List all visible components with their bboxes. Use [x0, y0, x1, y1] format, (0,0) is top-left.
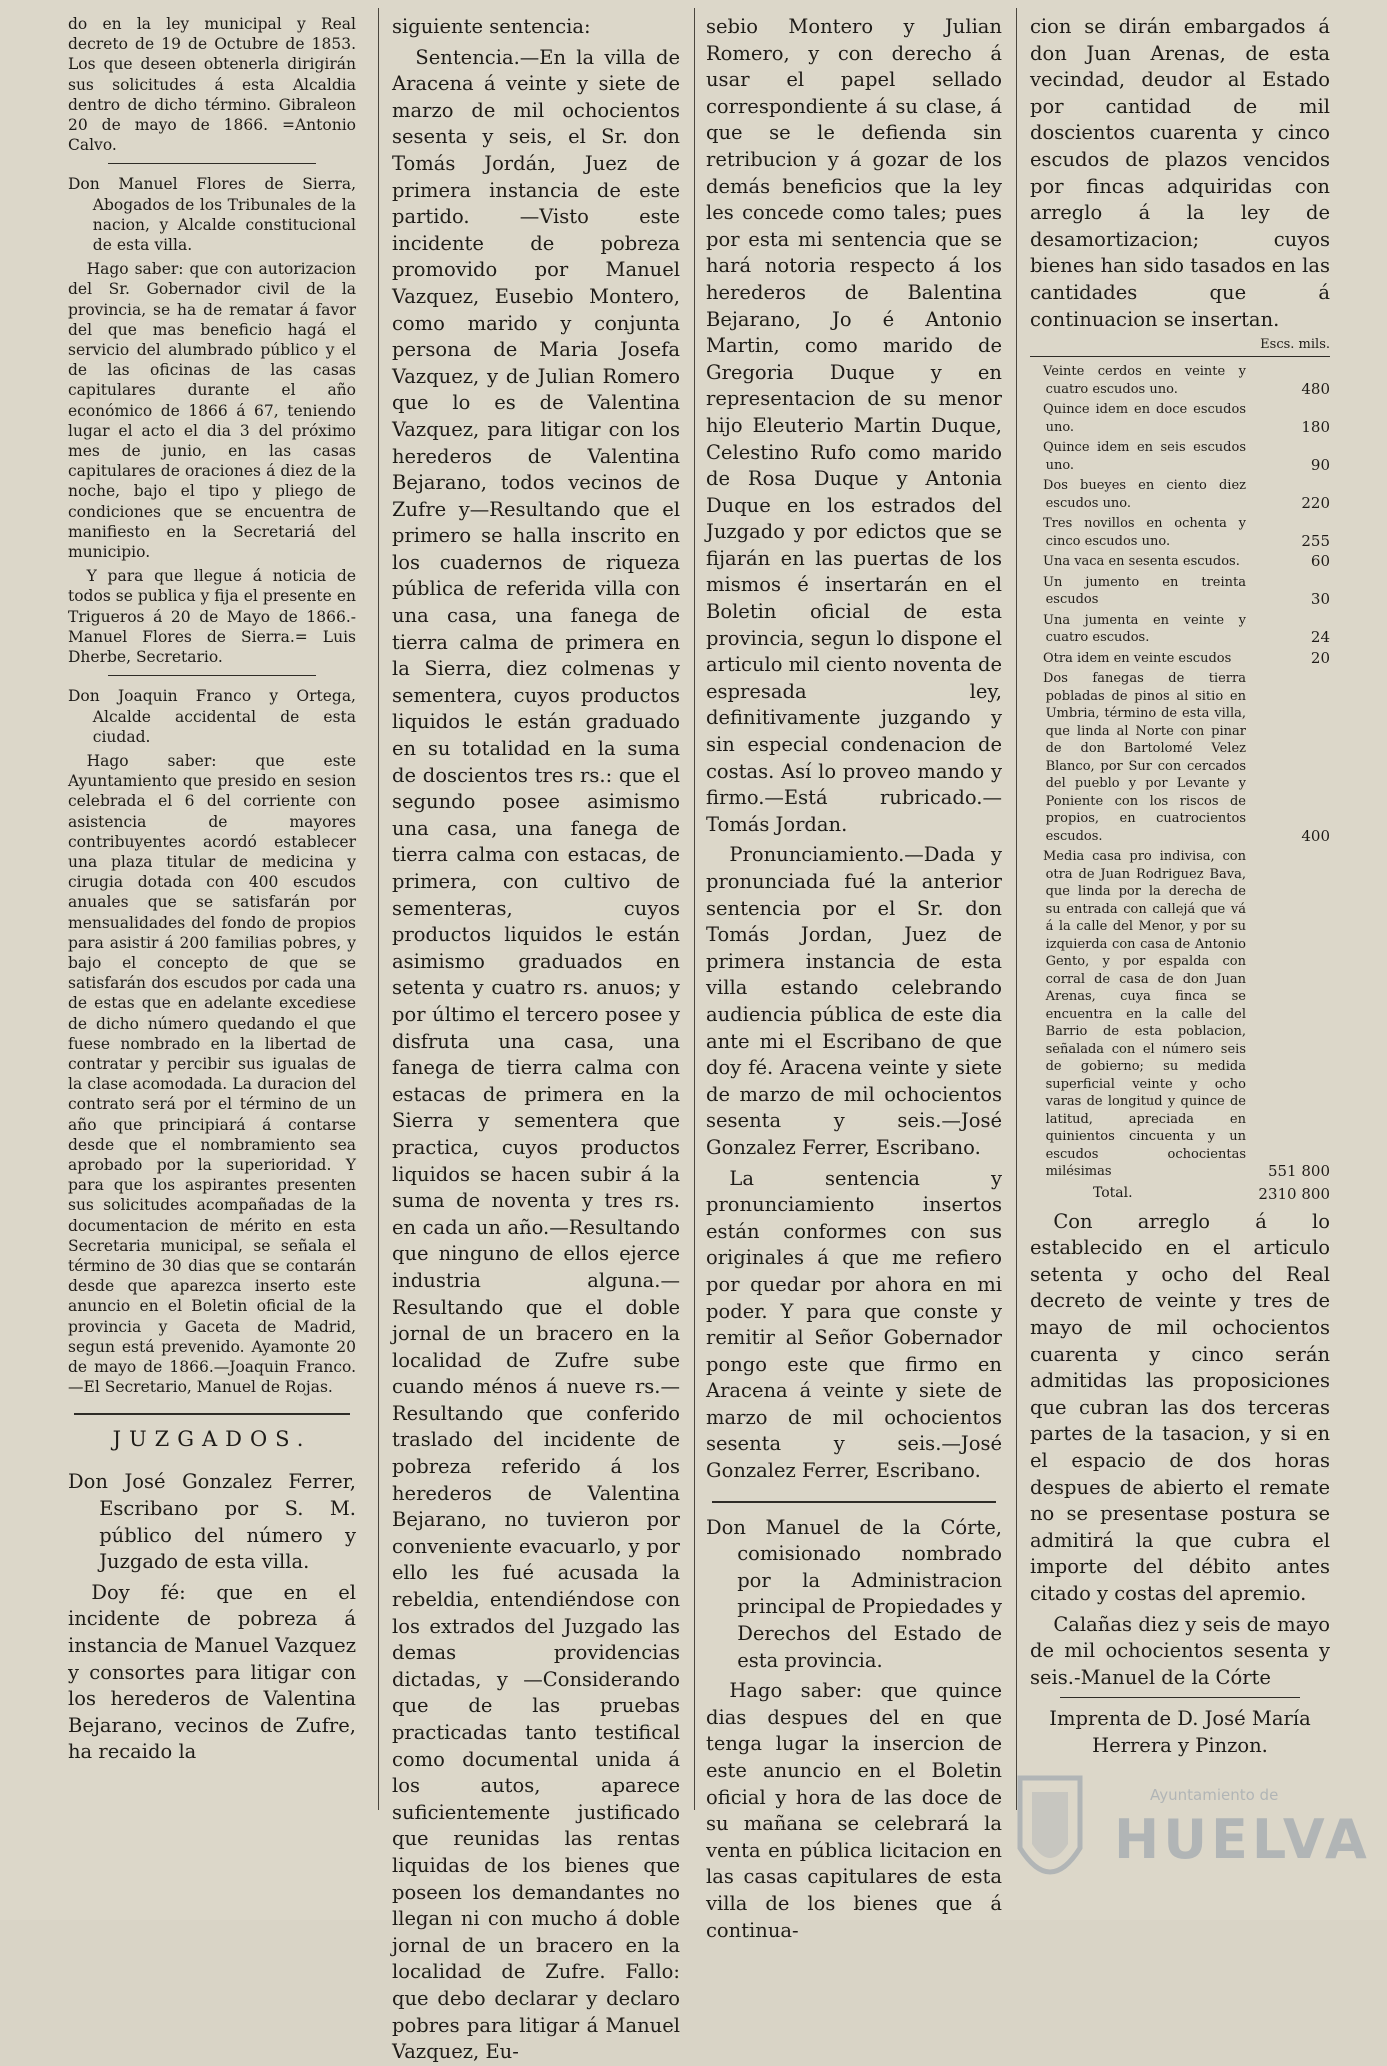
notice-calanas-continuation: cion se dirán embargados á don Juan Arenas, de esta vecindad, deudor al Estado por cantidad de mil doscientos cuarenta y cinco escudos de plazos vencidos por fincas adquiridas con arreglo á la ley de desamortizacion; cuyos bienes han sido tasados en las cantidades que á continuacion se insertan.: [1030, 15, 1330, 331]
inventory-item-amount: 220: [1301, 493, 1330, 512]
inventory-item-amount: 20: [1310, 648, 1330, 667]
separator: [74, 1413, 350, 1415]
notice-trigueros-closing: Y para que llegue á noticia de todos se publica y fija el presente en Trigueros á 20 de Mayo de 1866.-Manuel Flores de Sierra.= Luis Dherbe, Secretario.: [68, 567, 356, 667]
inventory-item-description: Veinte cerdos en veinte y cuatro escudos uno.: [1043, 364, 1246, 397]
column-3: [706, 14, 1002, 1942]
inventory-item-description: Tres novillos en ochenta y cinco escudos uno.: [1043, 516, 1246, 549]
coat-of-arms-icon: [1010, 1768, 1090, 1898]
inventory-item-description: Dos bueyes en ciento diez escudos uno.: [1043, 478, 1246, 511]
inventory-list: [1030, 363, 1330, 1181]
sentence-intro: siguiente sentencia:: [392, 15, 591, 38]
notice-juzgado-heading: Don José Gonzalez Ferrer, Escribano por S. M. público del número y Juzgado de esta villa.: [68, 1470, 356, 1574]
inventory-rule: [1030, 356, 1330, 357]
printer-imprint: Imprenta de D. José María Herrera y Pinzon.: [1049, 1707, 1311, 1757]
sentence-text: Sentencia.—En la villa de Aracena á veinte y siete de marzo de mil ochocientos sesenta y seis, el Sr. don Tomás Jordán, Juez de primera instancia de este partido. —Visto este incidente de pobreza promovido por Manuel Vazquez, Eusebio Montero, como marido y conjunta persona de Maria Josefa Vazquez, y de Julian Romero que lo es de Valentina Vazquez, para litigar con los herederos de Valentina Bejarano, todos vecinos de Zufre y—Resultando que el primero se halla inscrito en los cuadernos de riqueza pública de referida villa con una casa, una fanega de tierra calma de primera en la Sierra, diez colmenas y sementera, cuyos productos liquidos le están graduado en su totalidad en la suma de doscientos tres rs.: que el segundo posee asimismo una casa, una fanega de tierra calma con estacas, de primera, con cultivo de sementeras, cuyos productos liquidos le están asimismo graduados en setenta y cuatro rs. anuos; y por último el tercero posee y disfruta una casa, una fanega de tierra calma con estacas de primera en la Sierra y sementera que practica, cuyos productos liquidos se hacen subir á la suma de noventa y tres rs. en cada un año.—Resultando que ninguno de ellos ejerce industria alguna.—Resultando que el doble jornal de un bracero en la localidad de Zufre sube cuando ménos á nueve rs.—Resultando que conferido traslado del incidente de pobreza referido á los herederos de Valentina Bejarano, no tuvieron por conveniente evacuarlo, y por ello les fué acusada la rebeldia, entendiéndose con los extrados del Juzgado las demas providencias dictadas, y —Considerando que de las pruebas practicadas tanto testifical como documental unida á los autos, aparece suficientemente justificado que reunidas las rentas liquidas de los bienes que poseen los demandantes no llegan ni con mucho á doble jornal de un bracero en la localidad de Zufre. Fallo: que debo declarar y declaro pobres para litigar á Manuel Vazquez, Eu-: [392, 45, 680, 2064]
inventory-header: Escs. mils.: [1260, 337, 1330, 353]
notice-gibraleon-end: do en la ley municipal y Real decreto de 19 de Octubre de 1853. Los que deseen obtenerla dirigirán sus solicitudes á esta Alcaldia dentro de dicho término. Gibraleon 20 de mayo de 1866. =Antonio Calvo.: [68, 15, 356, 155]
inventory-item-amount: 60: [1310, 552, 1330, 571]
watermark-line-2: HUELVA: [1114, 1808, 1371, 1871]
section-title-juzgados: JUZGADOS.: [112, 1427, 312, 1452]
inventory-item-amount: 24: [1310, 628, 1330, 647]
inventory-item: [1030, 477, 1330, 512]
archive-watermark: [1010, 1768, 1371, 1908]
separator: [712, 1501, 996, 1503]
notice-trigueros-heading: Don Manuel Flores de Sierra, Abogados de los Tribunales de la nacion, y Alcalde constitucional de esta villa.: [68, 175, 356, 255]
sentence-continuation: sebio Montero y Julian Romero, y con derecho á usar el papel sellado correspondiente á su clase, á que se le defienda sin retribucion y á gozar de los demás beneficios que la ley les concede como tales; pues por esta mi sentencia que se hará notoria respecto á los herederos de Balentina Bejarano, Jo é Antonio Martin, como marido de Gregoria Duque y en representacion de su menor hijo Eleuterio Martin Duque, Celestino Rufo como marido de Rosa Duque y Antonia Duque en los estrados del Juzgado y por edictos que se fijarán en las puertas de los mismos é insertarán en el Boletin oficial de esta provincia, segun lo dispone el articulo mil ciento noventa de espresada ley, definitivamente juzgando y sin especial condenacion de costas. Así lo proveo mando y firmo.—Está rubricado.—Tomás Jordan.: [706, 15, 1002, 836]
inventory-item-description: Un jumento en treinta escudos: [1043, 574, 1246, 608]
pronunciamiento: Pronunciamiento.—Dada y pronunciada fué la anterior sentencia por el Sr. don Tomás Jordan, Juez de primera instancia de esta villa estando celebrando audiencia pública de este dia ante mi el Escribano de que doy fé. Aracena veinte y siete de marzo de mil ochocientos sesenta y seis.—José Gonzalez Ferrer, Escribano.: [706, 843, 1002, 1159]
inventory-item: [1030, 574, 1330, 609]
inventory-item-description: Una vaca en sesenta escudos.: [1043, 554, 1240, 570]
notice-trigueros-body: Hago saber: que con autorizacion del Sr. Gobernador civil de la provincia, se ha de rematar á favor del que mas beneficio hagá el servicio del alumbrado público y el de las oficinas de las casas capitulares durante el año económico de 1866 á 67, teniendo lugar el acto el dia 3 del próximo mes de junio, en las casas capitulares de oraciones á diez de la noche, bajo el tipo y pliego de condiciones que se encuentra de manifiesto en la Secretariá del municipio.: [68, 260, 356, 562]
notice-ayamonte-body: Hago saber: que este Ayuntamiento que presido en sesion celebrada el 6 del corriente con asistencia de mayores contribuyentes acordó establecer una plaza titular de medicina y cirugia dotada con 400 escudos anuales que se satisfarán por mensualidades del fondo de propios para asistir á 200 familias pobres, y bajo el concepto de que se satisfarán dos escudos por cada una de estas que en adelante excediese de dicho número quedando el que fuese nombrado en la libertad de contratar y percibir sus igualas de la clase acomodada. La duracion del contrato será por el término de un año que principiará á contarse desde que el nombramiento sea aprobado por la superioridad. Y para que los aspirantes presenten sus solicitudes acompañadas de la documentacion de mérito en esta Secretaria municipal, se señala el término de 30 dias que se contarán desde que aparezca inserto este anuncio en el Boletin oficial de la provincia y Gaceta de Madrid, segun está prevenido. Ayamonte 20 de mayo de 1866.—Joaquin Franco.—El Secretario, Manuel de Rojas.: [68, 751, 356, 1397]
inventory-item: [1030, 553, 1330, 571]
column-1: [68, 14, 356, 1906]
column-divider: [378, 8, 379, 1810]
column-4: [1030, 14, 1330, 1906]
certification: La sentencia y pronunciamiento insertos están conformes con sus originales á que me refiero por quedar por ahora en mi poder. Y para que conste y remitir al Señor Gobernador pongo este que firmo en Aracena á veinte y siete de marzo de mil ochocientos sesenta y seis.—José Gonzalez Ferrer, Escribano.: [706, 1166, 1002, 1483]
inventory-item-description: Dos fanegas de tierra pobladas de pinos al sitio en Umbria, término de esta villa, que linda al Norte con pinar de don Bartolomé Velez Blanco, por Sur con cercados del pueblo y por Levante y Poniente con los riscos de propios, en cuatrocientos escudos.: [1043, 671, 1246, 844]
watermark-line-1: Ayuntamiento de: [1150, 1786, 1279, 1804]
inventory-item: [1030, 363, 1330, 398]
inventory-total-amount: 2310 800: [1258, 1184, 1330, 1203]
inventory-item-description: Quince idem en seis escudos uno.: [1043, 440, 1246, 473]
notice-ayamonte-heading: Don Joaquin Franco y Ortega, Alcalde accidental de esta ciudad.: [68, 687, 356, 746]
inventory-item-amount: 90: [1310, 455, 1330, 474]
column-divider: [694, 8, 695, 1810]
inventory-item-description: Media casa pro indivisa, con otra de Juan Rodriguez Bava, que linda por la derecha de su entrada con callejá que vá á la calle del Menor, y por su izquierda con casa de Antonio Gento, y por espalda con corral de casa de don Juan Arenas, cuya finca se encuentra en la calle del Barrio de esta poblacion, señalada con el número seis de gobierno; su medida superficial veinte y ocho varas de longitud y quince de latitud, apreciada en quinientos cincuenta y un escudos ochocientas milésimas: [1043, 849, 1246, 1180]
notice-calanas-body: Hago saber: que quince dias despues del en que tenga lugar la insercion de este anuncio en el Boletin oficial y hora de las doce de su mañana se celebrará la venta en pública licitacion en las casas capitulares de esta villa de los bienes que á continua-: [706, 1679, 1002, 1942]
inventory-total: [1030, 1185, 1330, 1203]
inventory-item-description: Quince idem en doce escudos uno.: [1043, 402, 1246, 435]
inventory-item: [1030, 670, 1330, 845]
separator: [1060, 1697, 1300, 1698]
inventory-item: [1030, 515, 1330, 550]
column-divider: [1016, 8, 1017, 1810]
inventory-total-label: Total.: [1093, 1184, 1133, 1201]
separator: [108, 163, 316, 164]
inventory-item: [1030, 650, 1330, 668]
inventory-item: [1030, 612, 1330, 647]
notice-calanas-signature: Calañas diez y seis de mayo de mil ochocientos sesenta y seis.-Manuel de la Córte: [1030, 1612, 1330, 1689]
inventory-item: [1030, 401, 1330, 436]
inventory-item: [1030, 848, 1330, 1181]
inventory-item-amount: 255: [1301, 531, 1330, 550]
separator: [108, 675, 316, 676]
column-2: [392, 14, 680, 2064]
auction-conditions: Con arreglo á lo establecido en el articulo setenta y ocho del Real decreto de veinte y tres de mayo de mil ochocientos cuarenta y cinco serán admitidas las proposiciones que cubran las dos terceras partes de la tasacion, y si en el espacio de dos horas despues de abierto el remate no se presentase postura se admitirá la que cubra el importe del débito antes citado y costas del apremio.: [1030, 1209, 1330, 1605]
inventory-item-amount: 30: [1310, 590, 1330, 609]
inventory-item-amount: 400: [1301, 826, 1330, 845]
inventory-item-amount: 480: [1301, 379, 1330, 398]
notice-juzgado-body: Doy fé: que en el incidente de pobreza á instancia de Manuel Vazquez y consortes para litigar con los herederos de Valentina Bejarano, vecinos de Zufre, ha recaido la: [68, 1580, 356, 1764]
inventory-item-amount: 551 800: [1267, 1162, 1330, 1181]
notice-calanas-heading: Don Manuel de la Córte, comisionado nombrado por la Administracion principal de Propiedades y Derechos del Estado de esta provincia.: [706, 1515, 1002, 1672]
inventory-item-amount: 180: [1301, 417, 1330, 436]
inventory-item: [1030, 439, 1330, 474]
inventory-item-description: Otra idem en veinte escudos: [1043, 650, 1232, 666]
inventory-item-description: Una jumenta en veinte y cuatro escudos.: [1043, 612, 1246, 646]
